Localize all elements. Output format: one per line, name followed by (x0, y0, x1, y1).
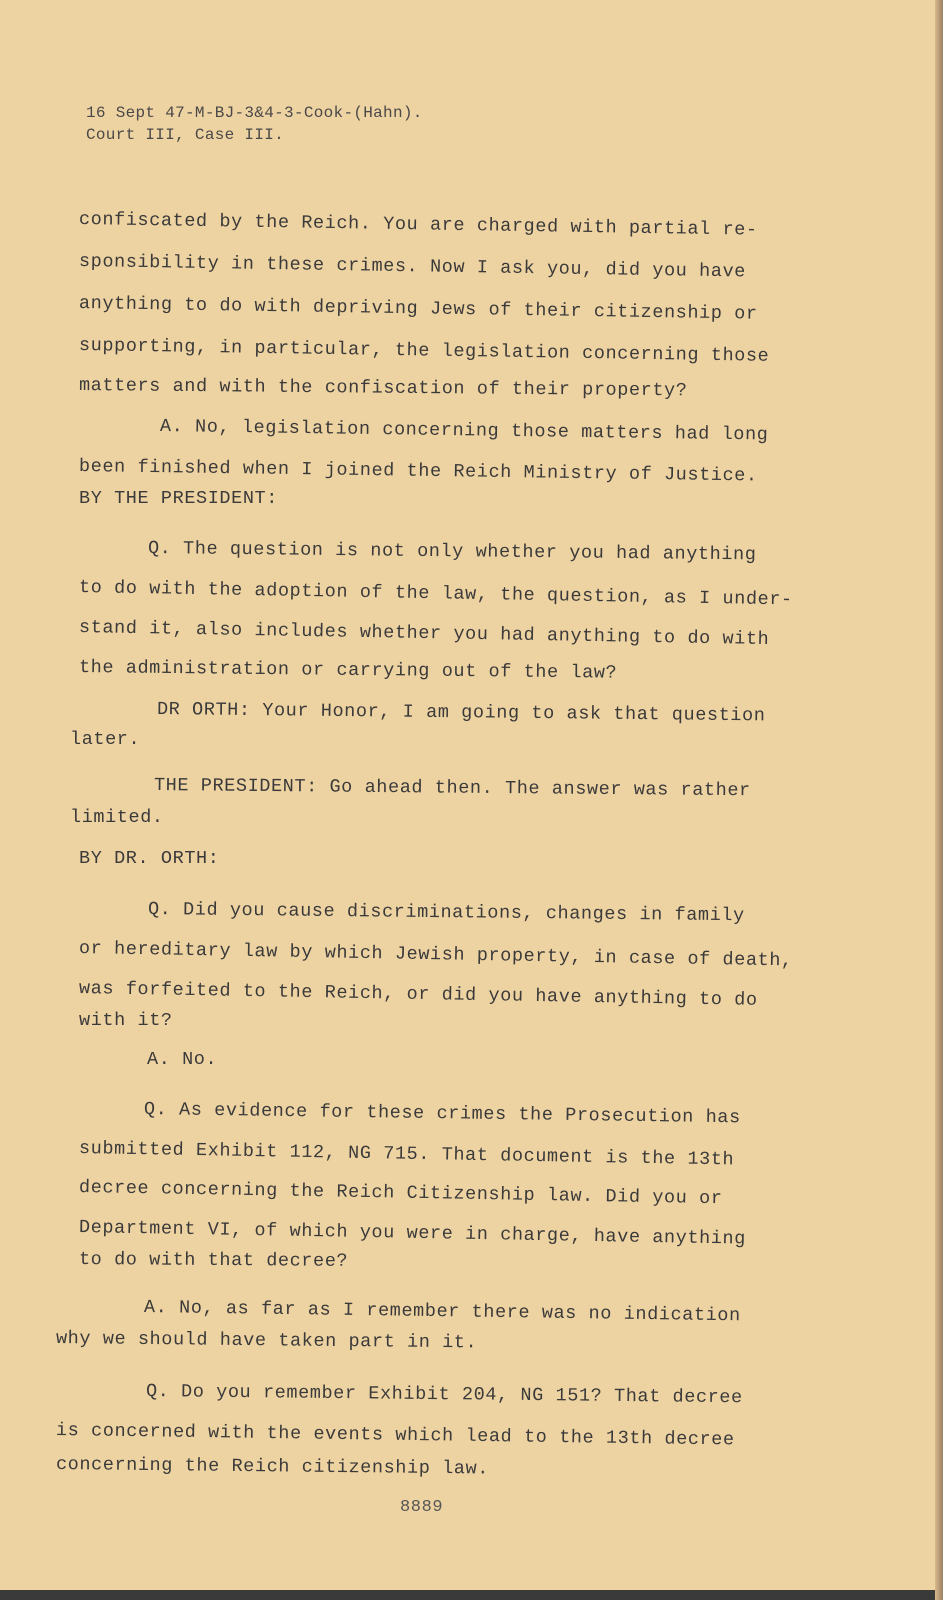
text-line: is concerned with the events which lead to the 13th decree (55, 1420, 735, 1451)
text-line: to do with the adoption of the law, the question, as I under- (78, 577, 793, 611)
text-line: decree concerning the Reich Citizenship law. Did you or (78, 1177, 723, 1210)
text-line: submitted Exhibit 112, NG 715. That document is the 13th (78, 1138, 735, 1171)
text-line: with it? (79, 1010, 173, 1031)
page-number: 8889 (400, 1498, 444, 1517)
text-line: Q. Did you cause discriminations, changes in family (147, 899, 745, 927)
text-line: stand it, also includes whether you had anything to do with (78, 617, 770, 651)
text-line: matters and with the confiscation of their property? (78, 375, 688, 402)
text-line: Q. Do you remember Exhibit 204, NG 151? That decree (145, 1381, 743, 1409)
text-line: concerning the Reich citizenship law. (55, 1454, 490, 1480)
text-line: Q. As evidence for these crimes the Prosecution has (143, 1099, 741, 1129)
text-line: the administration or carrying out of the law? (78, 657, 618, 684)
text-line: Department VI, of which you were in charge, have anything (78, 1217, 747, 1250)
text-line: been finished when I joined the Reich Ministry of Justice. (78, 456, 758, 487)
header-line-1: 16 Sept 47-M-BJ-3&4-3-Cook-(Hahn). (86, 104, 423, 122)
text-line: sponsibility in these crimes. Now I ask you, did you have (78, 251, 747, 283)
text-line: A. No, as far as I remember there was no indication (143, 1297, 741, 1327)
text-line: DR ORTH: Your Honor, I am going to ask that question (156, 699, 766, 727)
text-line: limited. (70, 807, 164, 828)
text-line: Q. The question is not only whether you had anything (147, 538, 757, 566)
text-line: to do with that decree? (78, 1249, 349, 1272)
text-line: BY DR. ORTH: (79, 848, 220, 869)
text-line: confiscated by the Reich. You are charged with partial re- (78, 209, 758, 241)
text-line: A. No, legislation concerning those matters had long (159, 416, 769, 446)
text-line: later. (70, 729, 141, 750)
text-line: THE PRESIDENT: Go ahead then. The answer was rather (153, 775, 751, 802)
header-line-2: Court III, Case III. (86, 126, 285, 144)
text-line: or hereditary law by which Jewish property, in case of death, (78, 938, 793, 972)
text-line: BY THE PRESIDENT: (79, 488, 278, 509)
text-line: A. No. (147, 1049, 218, 1070)
text-line: why we should have taken part in it. (55, 1328, 478, 1354)
text-line: was forfeited to the Reich, or did you have anything to do (78, 978, 758, 1011)
text-line: supporting, in particular, the legislation concerning those (78, 335, 770, 367)
text-line: anything to do with depriving Jews of their citizenship or (78, 293, 758, 325)
